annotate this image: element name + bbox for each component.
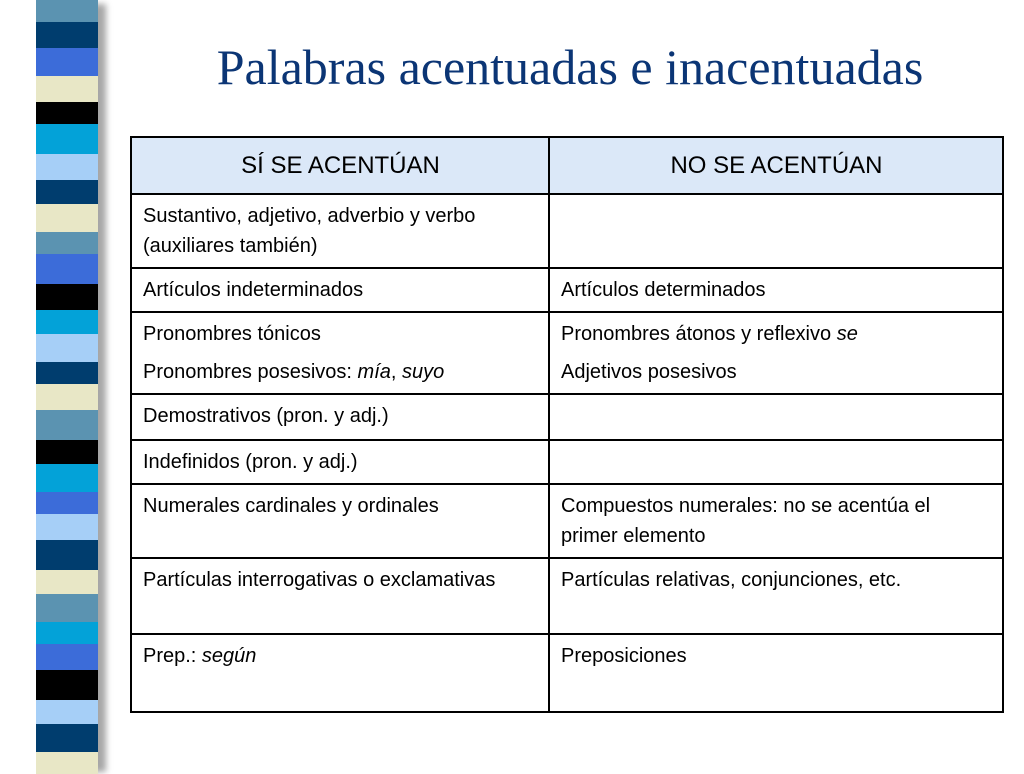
cell-no-se-acentuan	[549, 268, 1003, 312]
stripe-segment	[36, 670, 98, 700]
cell-text: Demostrativos (pron. y adj.)	[143, 405, 389, 427]
cell-no-se-acentuan	[549, 440, 1003, 484]
cell-text: Adjetivos posesivos	[561, 361, 737, 383]
table-row	[131, 484, 1003, 558]
stripe-segment	[36, 362, 98, 384]
cell-no-se-acentuan	[549, 558, 1003, 634]
stripe-segment	[36, 570, 98, 594]
cell-text: Numerales cardinales y ordinales	[143, 495, 439, 517]
cell-no-se-acentuan	[549, 484, 1003, 558]
cell-no-se-acentuan	[549, 634, 1003, 712]
cell-text-italic: mía	[357, 361, 391, 383]
stripe-segment	[36, 310, 98, 334]
stripe-segment	[36, 752, 98, 774]
table-row	[131, 312, 1003, 394]
table-row	[131, 394, 1003, 440]
cell-si-se-acentuan	[131, 312, 549, 394]
cell-si-se-acentuan	[131, 268, 549, 312]
cell-si-se-acentuan	[131, 484, 549, 558]
stripe-segment	[36, 724, 98, 752]
cell-text: Partículas relativas, conjunciones, etc.	[561, 569, 902, 591]
cell-text	[143, 641, 538, 671]
stripe-segment	[36, 700, 98, 724]
stripe-segment	[36, 76, 98, 102]
stripe-segment	[36, 514, 98, 540]
cell-no-se-acentuan	[549, 394, 1003, 440]
table-body	[131, 194, 1003, 712]
cell-no-se-acentuan	[549, 194, 1003, 268]
stripe-segment	[36, 232, 98, 254]
stripe-segment	[36, 540, 98, 570]
stripe-segment	[36, 384, 98, 410]
header-si-se-acentuan: SÍ SE ACENTÚAN	[131, 137, 549, 194]
stripe-segment	[36, 48, 98, 76]
cell-text-italic: suyo	[402, 361, 445, 383]
table-row	[131, 194, 1003, 268]
stripe-segment	[36, 124, 98, 154]
stripe-segment	[36, 644, 98, 670]
cell-text: Indefinidos (pron. y adj.)	[143, 451, 358, 473]
stripe-segment	[36, 622, 98, 644]
table-row	[131, 634, 1003, 712]
cell-text: Pronombres posesivos: mía, suyo	[143, 361, 445, 383]
decorative-stripe-bar	[36, 0, 98, 768]
table-header-row	[131, 137, 1003, 194]
cell-text: Preposiciones	[561, 645, 687, 667]
cell-text: Artículos determinados	[561, 279, 766, 301]
stripe-segment	[36, 154, 98, 180]
cell-si-se-acentuan	[131, 394, 549, 440]
cell-text-plain: Pronombres átonos y reflexivo	[561, 323, 837, 345]
cell-text	[561, 319, 992, 349]
stripe-segment	[36, 0, 98, 22]
header-no-se-acentuan: NO SE ACENTÚAN	[549, 137, 1003, 194]
stripe-segment	[36, 204, 98, 232]
cell-si-se-acentuan	[131, 194, 549, 268]
stripe-segment	[36, 410, 98, 440]
stripe-segment	[36, 594, 98, 622]
stripe-segment	[36, 180, 98, 204]
cell-text: Partículas interrogativas o exclamativas	[143, 569, 496, 591]
cell-text: Sustantivo, adjetivo, adverbio y verbo (auxiliares también)	[143, 205, 476, 257]
stripe-segment	[36, 22, 98, 48]
cell-text-plain: Pronombres posesivos:	[143, 361, 358, 383]
table-row	[131, 440, 1003, 484]
cell-text-italic: se	[836, 323, 858, 345]
cell-si-se-acentuan	[131, 440, 549, 484]
accent-table	[130, 136, 1004, 713]
cell-text: Pronombres tónicos	[143, 323, 321, 345]
stripe-segment	[36, 334, 98, 362]
stripe-segment	[36, 102, 98, 124]
stripe-segment	[36, 284, 98, 310]
stripe-segment	[36, 492, 98, 514]
slide-title: Palabras acentuadas e inacentuadas	[216, 39, 924, 95]
stripe-segment	[36, 254, 98, 284]
cell-text-italic: según	[201, 645, 257, 667]
cell-si-se-acentuan	[131, 634, 549, 712]
cell-text: Artículos indeterminados	[143, 279, 364, 301]
cell-no-se-acentuan	[549, 312, 1003, 394]
cell-text: Compuestos numerales: no se acentúa el primer elemento	[561, 495, 931, 547]
stripe-segment	[36, 464, 98, 492]
table-row	[131, 558, 1003, 634]
stripe-segment	[36, 440, 98, 464]
cell-text-plain: Prep.:	[143, 645, 202, 667]
table-row	[131, 268, 1003, 312]
cell-si-se-acentuan	[131, 558, 549, 634]
